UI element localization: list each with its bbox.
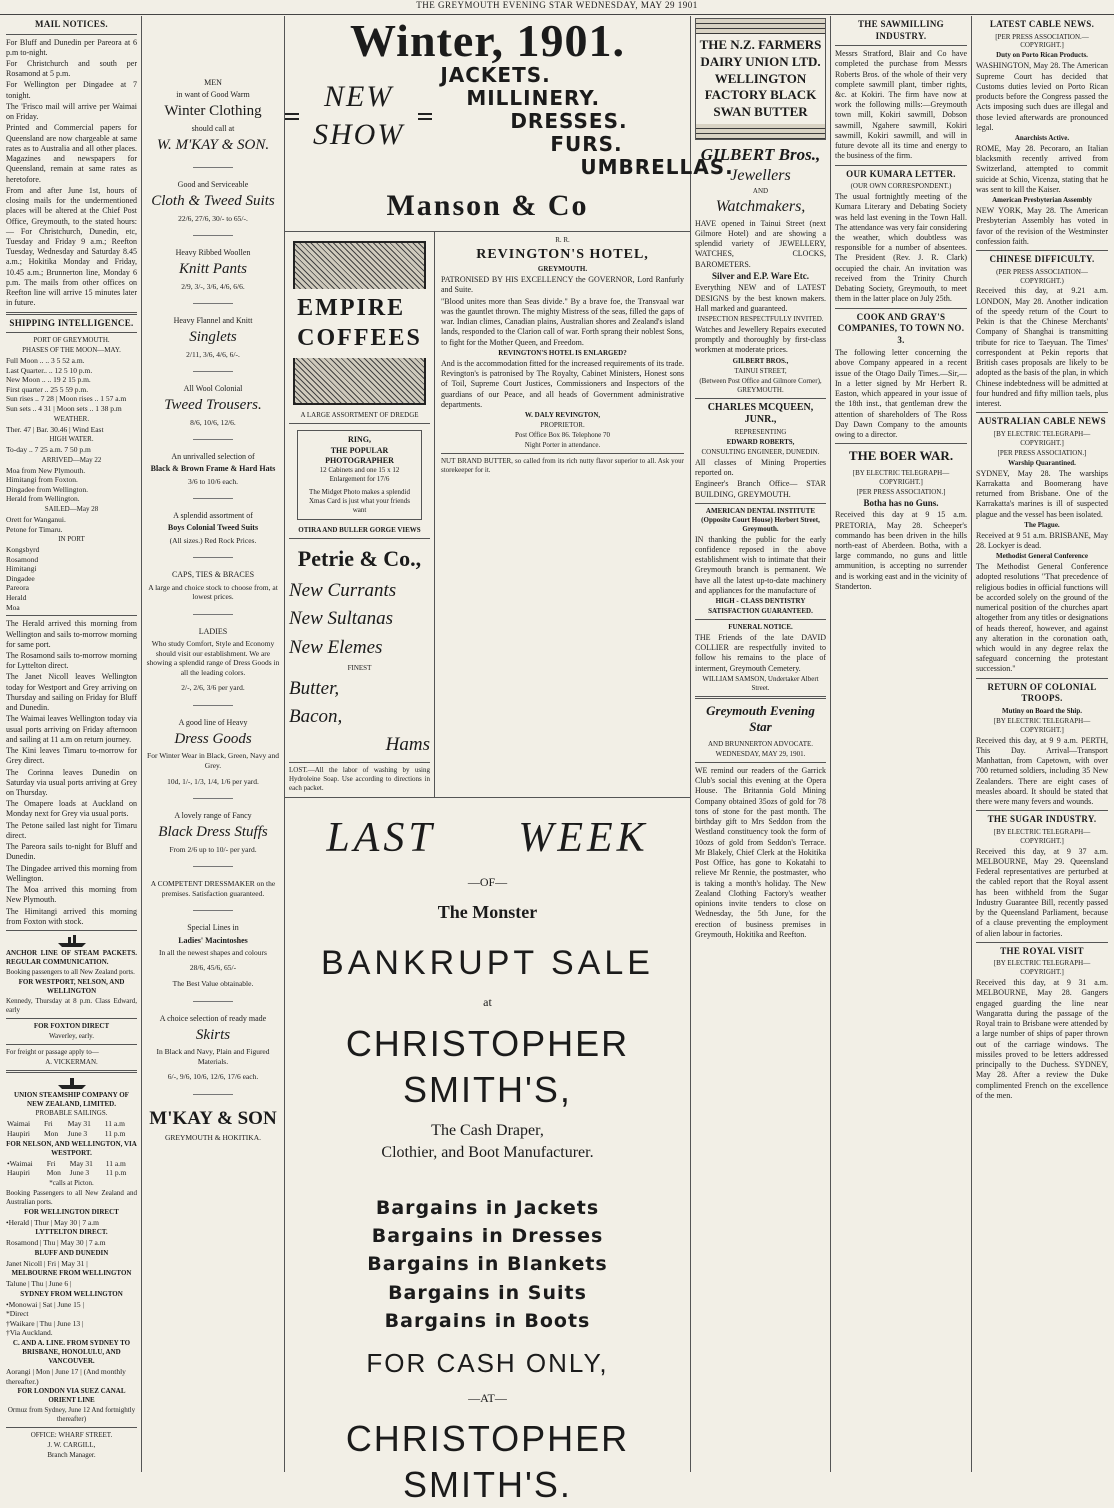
cook-gray-text: The following letter concerning the above Company appeared in a recent issue of the Otago Daily Times.—Sir,—In a letter signed by Mr Herbert R. Easton, which appeared in your issue of the 18th inst., that gentleman drew the attention of shareholders of The Ross Day Dawn Company to the amounts owing to a director. bbox=[835, 348, 967, 440]
branch-manager: Branch Manager. bbox=[47, 1450, 96, 1459]
foxton-text: Waverley, early. bbox=[49, 1031, 94, 1040]
mail-notices-heading: MAIL NOTICES. bbox=[35, 19, 108, 29]
chinese-heading: CHINESE DIFFICULTY. bbox=[989, 254, 1095, 265]
tainui-street: TAINUI STREET, bbox=[734, 366, 787, 375]
equals-ornament bbox=[285, 113, 299, 120]
duty-text: WASHINGTON, May 28. The American Supreme Court has decided that Customs duties levied on Porto Rican products before the Congress passed the Acts imposing such dues are illegal and those levied afterwards are pronounced legal. bbox=[976, 61, 1108, 132]
skirts-price: 6/-, 9/6, 10/6, 12/6, 17/6 each. bbox=[167, 1072, 259, 1082]
boer-war-heading: THE BOER WAR. bbox=[848, 448, 954, 464]
black-dress-heading: Black Dress Stuffs bbox=[158, 824, 268, 841]
clothier-label: Clothier, and Boot Manufacturer. bbox=[381, 1144, 594, 1162]
arrival-item: Himitangi from Foxton. bbox=[6, 475, 78, 485]
column-cables bbox=[972, 16, 1112, 1472]
ladies-text: Who study Comfort, Style and Economy should visit our establishment. We are showing a splendid range of Dress Goods in all the leading colors. bbox=[146, 638, 280, 677]
last-word: LAST bbox=[326, 814, 436, 861]
westport-text: Kennedy, Thursday at 8 p.m. Class Edward, early bbox=[6, 996, 137, 1014]
port-ship: Rosamond bbox=[6, 554, 39, 564]
cloth-price: 22/6, 27/6, 30/- to 65/-. bbox=[178, 213, 248, 223]
photographer-box bbox=[297, 430, 422, 519]
ship-icon bbox=[6, 1076, 137, 1090]
table-row: •Waimai Fri May 31 11 a.m bbox=[7, 1158, 126, 1168]
port-ship: Pareora bbox=[6, 583, 29, 593]
silver-heading: Silver and E.P. Ware Etc. bbox=[712, 270, 809, 281]
hotel-name: REVINGTON'S HOTEL, bbox=[476, 247, 649, 263]
knitt-price: 2/9, 3/-, 3/6, 4/6, 6/6. bbox=[181, 281, 245, 291]
show-item: JACKETS. bbox=[440, 63, 551, 87]
anchor-line-text: Booking passengers to all New Zealand ports. bbox=[6, 967, 135, 976]
everything-text: Everything NEW and of LATEST DESIGNS by the best known makers. Hall marked and guaranteed. bbox=[695, 283, 826, 313]
product-item: Hams bbox=[385, 734, 430, 756]
shipping-news: The Corinna leaves Dunedin on Saturday via usual ports arriving at Grey on Thursday. bbox=[6, 767, 137, 798]
dress-goods-heading: Dress Goods bbox=[174, 731, 252, 748]
page-header: THE GREYMOUTH EVENING STAR WEDNESDAY, MAY 29 1901 bbox=[0, 0, 1114, 15]
sugar-sub: [BY ELECTRIC TELEGRAPH—COPYRIGHT.] bbox=[993, 827, 1091, 845]
shipping-news: The Dingadee arrived this morning from Wellington. bbox=[6, 863, 137, 883]
classes-text: All classes of Mining Properties reported on. bbox=[695, 457, 826, 478]
gilbert-heading: GILBERT Bros., bbox=[700, 145, 821, 164]
bargain-line: Bargains in Suits bbox=[388, 1281, 587, 1304]
at-label-2: —AT— bbox=[468, 1390, 507, 1405]
frame-price: 3/6 to 10/6 each. bbox=[188, 476, 238, 486]
cargill-name: J. W. CARGILL, bbox=[47, 1440, 96, 1449]
at-label: at bbox=[483, 995, 492, 1010]
ladies-heading: LADIES bbox=[198, 626, 228, 636]
plague-text: Received at 9 51 a.m. BRISBANE, May 28. Lockyer is dead. bbox=[976, 530, 1108, 550]
vickerman-name: A. VICKERMAN. bbox=[45, 1057, 98, 1066]
manson-heading: Manson & Co bbox=[386, 189, 589, 222]
sydney-heading: SYDNEY FROM WELLINGTON bbox=[20, 1289, 123, 1298]
product-item: New Sultanas bbox=[289, 608, 393, 630]
mail-para: For Wellington per Dingadee at 7 tonight. bbox=[6, 80, 137, 100]
editorial-body: WE remind our readers of the Garrick Club's social this evening at the Opera House. The Britannia Gold Mining Company obtained 35ozs of gold for 78 tons of stone for the past month. The birthday gift to Mrs Seddon from the Westland constituency took the form of 10ozs of gold from Seddon's Terrace. Mr Blakely, Chief Clerk at the Hokitika Post Office, has gone to Kokatahi to relieve Mr Rennie, the postmaster, who is taking a month's holiday. The New Zealand Clothing Factory's weather opinions invite tenders to close on Wednesday, the 5th June, for the erection of business premises in Greymouth, Hokitika and Reefton. bbox=[695, 766, 826, 939]
royal-sub: [BY ELECTRIC TELEGRAPH—COPYRIGHT.] bbox=[993, 959, 1091, 977]
shipping-news: The Himitangi arrived this morning from Foxton with stock. bbox=[6, 906, 137, 926]
table-row: Haupiri Mon June 3 11 p.m bbox=[7, 1168, 127, 1178]
in-port-heading: IN PORT bbox=[58, 535, 85, 544]
arrival-item: Herald from Wellington. bbox=[6, 494, 80, 504]
masthead-date: WEDNESDAY, MAY 29, 1901. bbox=[715, 750, 806, 759]
petrie-heading: Petrie & Co., bbox=[297, 545, 422, 571]
mckay-location: GREYMOUTH & HOKITIKA. bbox=[164, 1133, 262, 1143]
port-ship: Herald bbox=[6, 593, 27, 603]
shipping-news: The Kini leaves Timaru to-morrow for Grey direct. bbox=[6, 746, 137, 766]
warship-text: SYDNEY, May 28. The warships Karrakatta and Boomerang have returned from Brisbane. One of the Karrakatta's marines is ill of suspected plague and the vessel has been isolated. bbox=[976, 468, 1108, 519]
high-class-heading: HIGH - CLASS DENTISTRY bbox=[715, 597, 806, 606]
empire-label: EMPIRE COFFEES bbox=[291, 289, 428, 358]
methodist-heading: Methodist General Conference bbox=[995, 552, 1088, 561]
skirts-text: In Black and Navy, Plain and Figured Materials. bbox=[156, 1046, 270, 1066]
funeral-heading: FUNERAL NOTICE. bbox=[728, 623, 793, 632]
new-show-block bbox=[285, 63, 734, 179]
moon-line: Last Quarter.. .. 12 5 10 p.m. bbox=[6, 365, 93, 375]
lovely-label: A lovely range of Fancy bbox=[174, 811, 252, 821]
port-ship: Dingadee bbox=[6, 573, 35, 583]
table-row: Haupiri Mon June 3 11 p.m bbox=[7, 1129, 126, 1138]
roberts-name: EDWARD ROBERTS, bbox=[726, 438, 795, 447]
mail-para: For Bluff and Dunedin per Pareora at 6 p.m to-night. bbox=[6, 37, 137, 57]
london-text: Ormuz from Sydney, June 12 And fortnightly thereafter) bbox=[7, 1406, 136, 1423]
column-news bbox=[831, 16, 972, 1472]
shipping-news: The Omapere loads at Auckland on Monday next for Grey via usual ports. bbox=[6, 799, 137, 819]
product-item: New Elemes bbox=[289, 636, 383, 658]
middle-adverts bbox=[285, 231, 690, 797]
weather-line: Ther. 47 | Bar. 30.46 | Wind East bbox=[6, 424, 104, 434]
phases-heading: PHASES OF THE MOON—MAY. bbox=[22, 346, 121, 355]
singlets-heading: Singlets bbox=[189, 329, 237, 346]
ring-heading: RING, bbox=[348, 435, 371, 445]
po-box: Post Office Box 86. Telephone 70 bbox=[515, 430, 610, 439]
sawmill-heading: THE SAWMILLING INDUSTRY. bbox=[858, 19, 944, 41]
anarchists-text: ROME, May 28. Pecoraro, an Italian blacksmith recently arrived from Switzerland, attempted to commit suicide at Schio, Vicenza, stating that he was sent to kill the Kaiser. bbox=[976, 143, 1108, 194]
shipping-news: The Waimai leaves Wellington today via usual ports arriving on Friday afternoon and sailing at 11 a.m on return journey. bbox=[6, 714, 137, 744]
heavy-label: Heavy Ribbed Woollen bbox=[175, 248, 251, 258]
shipping-news: The Herald arrived this morning from Wellington and sails to-morrow morning for same port. bbox=[6, 619, 137, 649]
masthead-title: Greymouth Evening Star bbox=[706, 702, 815, 735]
splendid-label: A splendid assortment of bbox=[173, 511, 253, 521]
satisfaction-heading: SATISFACTION GUARANTEED. bbox=[708, 607, 813, 616]
flannel-label: Heavy Flannel and Knitt bbox=[173, 316, 253, 326]
cash-only-heading: FOR CASH ONLY, bbox=[366, 1348, 609, 1379]
table-row: •Herald | Thur | May 30 | 7 a.m bbox=[6, 1217, 100, 1227]
cable-sub: [PER PRESS ASSOCIATION.—COPYRIGHT.] bbox=[995, 32, 1089, 50]
proprietor-label: PROPRIETOR. bbox=[540, 420, 585, 429]
gilbert-text: HAVE opened in Tainui Street (next Gilmore Hotel) and are showing a splendid variety of JEWELLERY, WATCHES, CLOCKS, BAROMETERS. bbox=[695, 218, 826, 269]
sun-line: Sun rises .. 7 28 | Moon rises .. 1 57 a.m Sun sets .. 4 31 | Moon sets .. 1 38 p.m bbox=[6, 394, 127, 413]
methodist-text: The Methodist General Conference adopted resolutions "That precedence of religious bodies in official functions will be accorded solely on the ground of the numerical position of the churches apart altogether from any titles or designations of heads thereof, however, and against any alteration in the coronation oath, which would in any degree relax the safeguard concerning the protestant succession." bbox=[976, 562, 1108, 674]
views-text: OTIRA AND BULLER GORGE VIEWS bbox=[298, 525, 421, 534]
of-label: —OF— bbox=[467, 875, 508, 890]
chinese-sub: (PER PRESS ASSOCIATION—COPYRIGHT.) bbox=[996, 267, 1088, 285]
australian-cable-heading: AUSTRALIAN CABLE NEWS bbox=[978, 416, 1106, 427]
return-troops-heading: RETURN OF COLONIAL TROOPS. bbox=[987, 681, 1097, 704]
winter-heading: Winter, 1901. bbox=[350, 15, 625, 66]
week-word: WEEK bbox=[518, 814, 649, 861]
want-label: in want of Good Warm bbox=[176, 90, 250, 100]
mckay-footer-name: M'KAY & SON bbox=[149, 1107, 277, 1129]
logo-text: THE N.Z. FARMERS DAIRY UNION LTD. WELLINGTON FACTORY BLACK SWAN BUTTER bbox=[696, 34, 825, 123]
calls-note: *calls at Picton. bbox=[49, 1178, 94, 1187]
boer-sub2: [PER PRESS ASSOCIATION.] bbox=[856, 487, 946, 496]
column-adverts bbox=[285, 15, 734, 1505]
high-water-heading: HIGH WATER. bbox=[49, 435, 94, 444]
show-item: MILLINERY. bbox=[466, 86, 601, 110]
christopher-smith-footer: CHRISTOPHER SMITH'S. bbox=[345, 1417, 630, 1505]
mail-para: The 'Frisco mail will arrive per Waimai on Friday. bbox=[6, 101, 137, 122]
weather-heading: WEATHER. bbox=[53, 414, 90, 423]
sailed-heading: SAILED—May 28 bbox=[44, 505, 99, 514]
photographer-heading: THE POPULAR PHOTOGRAPHER bbox=[325, 445, 394, 465]
ladies-price: 2/-, 2/6, 3/6 per yard. bbox=[181, 683, 245, 693]
draper-label: The Cash Draper, bbox=[431, 1121, 544, 1139]
nelson-heading: FOR NELSON, AND WELLINGTON, VIA WESTPORT. bbox=[6, 1139, 137, 1157]
royal-visit-heading: THE ROYAL VISIT bbox=[1000, 945, 1084, 956]
aus-sub2: [PER PRESS ASSOCIATION.] bbox=[997, 448, 1087, 457]
mackintoshes-heading: Ladies' Macintoshes bbox=[178, 935, 248, 945]
mutiny-text: Received this day, at 9 9 a.m. PERTH, This Day. Arrival—Transport Manhattan, from Capetown, with over 700 returned soldiers, including 35 New Zealanders. There are eight cases of measles aboard. It should be stated that there were many fevers and wounds. bbox=[976, 735, 1108, 807]
enlarged-heading: REVINGTON'S HOTEL IS ENLARGED? bbox=[498, 348, 627, 357]
call-label: should call at bbox=[191, 123, 235, 133]
equals-ornament bbox=[418, 113, 432, 120]
table-row: Rosamond | Thu | May 30 | 7 a.m bbox=[6, 1238, 106, 1248]
men-label: MEN bbox=[204, 78, 222, 87]
mutiny-sub: [BY ELECTRIC TELEGRAPH—COPYRIGHT.] bbox=[993, 716, 1091, 734]
frame-hats-heading: Black & Brown Frame & Hard Hats bbox=[150, 464, 276, 474]
tweed-price: 8/6, 10/6, 12/6. bbox=[190, 417, 236, 427]
shipping-heading: SHIPPING INTELLIGENCE. bbox=[9, 317, 134, 328]
advocate-label: AND BRUNNERTON ADVOCATE. bbox=[707, 740, 814, 749]
show-item: UMBRELLAS. bbox=[580, 155, 734, 179]
show-item: FURS. bbox=[550, 132, 623, 156]
finest-label: FINEST bbox=[347, 663, 372, 672]
mckay-name: W. M'KAY & SON. bbox=[156, 136, 270, 153]
high-water-line: To-day .. 7 25 a.m. 7 50 p.m bbox=[6, 445, 91, 455]
anarchists-heading: Anarchists Active. bbox=[1014, 134, 1070, 143]
nut-butter-notice: NUT BRAND BUTTER, so called from its rich nutty flavor superior to all. Ask your storekeeper for it. bbox=[441, 456, 684, 474]
good-label: Good and Serviceable bbox=[177, 180, 249, 190]
arrival-item: Dingadee from Wellington. bbox=[6, 484, 88, 494]
port-ship: Kongsbyrd bbox=[6, 545, 40, 555]
royal-text: Received this day, at 9 31 a.m. MELBOURNE, May 28. Gangers engaged guarding the line near Wangaratta during the passage of the Royal train to Brisbane were attended by a large number of ships of paper thrown out of the carriage windows. The missiles proved to be letters addressed principally to the Duchess. SYDNEY, May 28. After a review the Duke complimented French on the excellence of the men. bbox=[976, 978, 1108, 1100]
freight-text: For freight or passage apply to— bbox=[6, 1047, 99, 1056]
port-ship: Himitangi bbox=[6, 564, 37, 574]
gilbert-bros-name: GILBERT BROS., bbox=[732, 356, 789, 365]
boer-text: Received this day at 9 15 a.m. PRETORIA, May 28. Scheeper's commando has been driven in the hills north-east of Aberdeen. Botha, with a large commando, no guns and little ammunition, is accepting no surrender and is working east and in the vicinity of Standerton. bbox=[835, 510, 967, 591]
sailing-item: Orett for Wanganui. bbox=[6, 514, 66, 524]
kumara-heading: OUR KUMARA LETTER. bbox=[846, 168, 956, 179]
mack-text: In all the newest shapes and colours bbox=[159, 947, 267, 957]
shipping-news: The Pareora sails to-night for Bluff and Dunedin. bbox=[6, 842, 137, 862]
hotel-sub: R. R. bbox=[555, 236, 570, 245]
unrivalled-label: An unrivalled selection of bbox=[171, 452, 255, 462]
sugar-heading: THE SUGAR INDUSTRY. bbox=[987, 814, 1097, 825]
mcqueen-heading: CHARLES MCQUEEN, JUNR., bbox=[707, 401, 814, 426]
latest-cable-heading: LATEST CABLE NEWS. bbox=[989, 19, 1095, 29]
special-label: Special Lines in bbox=[187, 923, 239, 933]
dressmaker-text: A COMPETENT DRESSMAKER on the premises. Satisfaction guaranteed. bbox=[150, 879, 276, 898]
lost-notice: LOST.—All the labor of washing by using Hydroleine Soap. Use according to directions in each packet. bbox=[289, 765, 430, 792]
table-row: Janet Nicoll | Fri | May 31 | bbox=[6, 1258, 88, 1268]
botha-heading: Botha has no Guns. bbox=[863, 497, 939, 508]
product-item: Bacon, bbox=[289, 706, 343, 728]
shipping-news: The Janet Nicoll leaves Wellington today for Westport and Grey arriving on Thursday and sailing on Friday for Bluff and Dunedin. bbox=[6, 672, 137, 713]
dental-heading: AMERICAN DENTAL INSTITUTE (Opposite Court House) Herbert Street, Greymouth. bbox=[701, 506, 820, 533]
office-address: OFFICE: WHARF STREET. bbox=[30, 1430, 113, 1439]
westport-heading: FOR WESTPORT, NELSON, AND WELLINGTON bbox=[18, 977, 125, 995]
tweed-trousers-heading: Tweed Trousers. bbox=[164, 397, 262, 414]
knitt-pants-heading: Knitt Pants bbox=[179, 261, 247, 278]
duty-heading: Duty on Porto Rican Products. bbox=[996, 51, 1088, 60]
port-ship: Moa bbox=[6, 602, 20, 612]
bargain-line: Bargains in Boots bbox=[384, 1309, 591, 1332]
sailing-item: Petone for Timaru. bbox=[6, 524, 63, 534]
column-shipping bbox=[2, 16, 142, 1472]
chinese-text: Received this day, at 9.21 a.m. LONDON, May 28. Another indication of the speedy return of the Court to Pekin is that the Chinese Merchants' Company of Shanghai is transmitting tribute for rice to Taeyuan. The Times' correspondent at Pekin reports that British cases proposals are likely to be adopted as the basis of the plan, in which Chinese indebtedness will be admitted at four hundred and fifty million taels, plus interest. bbox=[976, 286, 1108, 409]
cand-heading: C. AND A. LINE. FROM SYDNEY TO BRISBANE, HONOLULU, AND VANCOUVER. bbox=[12, 1339, 131, 1365]
watches-text: Watches and Jewellery Repairs executed promptly and thoroughly by first-class workmen at moderate prices. bbox=[695, 324, 826, 355]
black-price: From 2/6 up to 10/- per yard. bbox=[169, 844, 257, 854]
choice-label: A choice selection of ready made bbox=[159, 1013, 267, 1023]
caps-heading: CAPS, TIES & BRACES bbox=[171, 570, 255, 580]
consulting-label: CONSULTING ENGINEER, DUNEDIN. bbox=[701, 448, 820, 456]
sailing-table bbox=[6, 1159, 137, 1178]
ring-text2: The Midget Photo makes a splendid Xmas Card is just what your friends want bbox=[308, 487, 411, 514]
sailing-table bbox=[6, 1119, 137, 1138]
singlets-price: 2/11, 3/6, 4/6, 6/-. bbox=[186, 349, 240, 359]
undertaker-name: WILLIAM SAMSON, Undertaker Albert Street. bbox=[702, 674, 819, 692]
probable-heading: PROBABLE SAILINGS. bbox=[35, 1109, 108, 1118]
enlarged-text: And is the accommodation fitted for the increased requirements of its trade. Revington's is patronised by The Royalty, Cabinet Ministers, Honest sons of Toil, Supreme Court Justices, Commissioners and Inspectors of the guardians of our Peace, and all heads of Government administrative departments. bbox=[441, 358, 684, 409]
boys-suits-heading: Boys Colonial Tweed Suits bbox=[167, 523, 259, 533]
christopher-smith-heading: CHRISTOPHER SMITH'S, bbox=[345, 1022, 630, 1110]
bluff-heading: BLUFF AND DUNEDIN bbox=[34, 1248, 109, 1257]
shipping-news: The Petone sailed last night for Timaru direct. bbox=[6, 820, 137, 840]
best-value: The Best Value obtainable. bbox=[172, 978, 254, 988]
between-text: (Between Post Office and Gilmore Corner), GREYMOUTH. bbox=[699, 376, 822, 394]
london-heading: FOR LONDON VIA SUEZ CANAL ORIENT LINE bbox=[17, 1387, 126, 1405]
boys-price: (All sizes.) Red Rock Prices. bbox=[169, 535, 257, 545]
hotel-quote: "Blood unites more than Seas divide." By a brave foe, the Transvaal war was the gauntlet thrown. The mighty Mistress of the seas, filled the gaps of war. Indian climes, Canadian plains, Australian shores and Zealand's island lands, responded to the Clarion call of war. Forth sprang their noblest Sons, to fight for the Mother Queen, and Freedom. bbox=[441, 296, 684, 347]
mack-price: 28/6, 45/6, 65/- bbox=[189, 963, 237, 973]
table-row: •Monowai | Sat | June 15 | bbox=[6, 1299, 84, 1309]
hotel-patronised: PATRONISED BY HIS EXCELLENCY the GOVERNOR, Lord Ranfurly and Suite. bbox=[441, 275, 684, 295]
moon-line: Full Moon .. .. 3 5 52 a.m. bbox=[6, 356, 85, 366]
night-porter: Night Porter in attendance. bbox=[524, 440, 601, 449]
product-item: Butter, bbox=[289, 677, 340, 699]
winter-clothing-heading: Winter Clothing bbox=[164, 103, 262, 120]
cloth-suits-heading: Cloth & Tweed Suits bbox=[151, 193, 275, 210]
bargain-line: Bargains in Dresses bbox=[371, 1225, 604, 1248]
black-swan-butter-logo bbox=[695, 18, 826, 140]
anchor-line-heading: ANCHOR LINE OF STEAM PACKETS. REGULAR COMMUNICATION. bbox=[6, 949, 137, 967]
arrived-heading: ARRIVED—May 22 bbox=[41, 455, 102, 464]
wool-label: All Wool Colonial bbox=[183, 384, 243, 394]
presbyterian-text: NEW YORK, May 28. The American Presbyterian Assembly has voted in favor of the revision of the Westminster confession faith. bbox=[976, 206, 1108, 246]
ring-text: 12 Cabinets and one 15 x 12 Enlargement for 17/6 bbox=[319, 466, 400, 483]
monster-heading: The Monster bbox=[437, 901, 538, 922]
booking-text: Booking Passengers to all New Zealand and Australian ports. bbox=[6, 1188, 137, 1206]
table-row: †Waikare | Thu | June 13 | bbox=[6, 1318, 84, 1328]
melbourne-heading: MELBOURNE FROM WELLINGTON bbox=[11, 1269, 132, 1278]
moon-line: New Moon .. .. 19 2 15 p.m. bbox=[6, 375, 91, 385]
dental-text: IN thanking the public for the early confidence reposed in the above establishment wish to intimate that their Greymouth branch is permanent. We have all the latest up-to-date machinery and appliances for the manufacture of bbox=[695, 534, 826, 595]
arrival-item: Moa from New Plymouth. bbox=[6, 465, 86, 475]
table-row: †Via Auckland. bbox=[6, 1328, 53, 1338]
column-mckay-advert bbox=[142, 16, 285, 1472]
column-gilbert bbox=[691, 16, 831, 1472]
lyttelton-heading: LYTTELTON DIRECT. bbox=[35, 1228, 108, 1237]
show-item: DRESSES. bbox=[510, 109, 628, 133]
warship-heading: Warship Quarantined. bbox=[1008, 458, 1076, 467]
and-label: AND bbox=[752, 187, 769, 196]
funeral-text: THE Friends of the late DAVID COLLIER are respectfully invited to follow his remains to the place of interment, Greymouth Cemetery. bbox=[695, 633, 826, 673]
dress-text: For Winter Wear in Black, Green, Navy and Grey. bbox=[147, 751, 279, 770]
mail-para: For Christchurch and south per Rosamond at 5 p.m. bbox=[6, 58, 137, 79]
bargain-line: Bargains in Blankets bbox=[367, 1253, 608, 1276]
sawmill-text: Messrs Stratford, Blair and Co have completed the purchase from Messrs Roberts Bros. of the whole of their very complete sawmill plant, timber rights, &c. at Kokiri. The firm have now at work the following mills:—Greymouth town mill, Kokiri sawmill, Dobson sawmill, Ngahere sawmill, Kokiri sawmill, Kokiri sawmill, and will in future devote all its time and energy to the business of the firm. bbox=[835, 49, 967, 161]
jewellers-heading: Jewellers bbox=[730, 166, 791, 184]
aus-sub: [BY ELECTRIC TELEGRAPH—COPYRIGHT.] bbox=[993, 429, 1091, 447]
ship-icon bbox=[6, 934, 137, 948]
shipping-news: The Rosamond sails to-morrow morning for Lyttelton direct. bbox=[6, 650, 137, 671]
table-row: Aorangi | Mon | June 17 | (And monthly thereafter.) bbox=[6, 1366, 126, 1386]
bargain-line: Bargains in Jackets bbox=[375, 1196, 600, 1219]
kumara-text: The usual fortnightly meeting of the Kumara Literary and Debating Society was held last evening in the Town Hall. The attendance was very fair considering the weather, which doubtless was responsible for a number of absentees. The President (Rev. J. R. Clark) occupied the chair. An invitation was received from the Trinity Church Debating Society, Greymouth, to meet them in the latter place on July 25th. bbox=[835, 192, 967, 304]
good-line-label: A good line of Heavy bbox=[178, 717, 248, 727]
skirts-heading: Skirts bbox=[195, 1026, 231, 1043]
shipping-news: The Moa arrived this morning from New Plymouth. bbox=[6, 885, 137, 905]
union-heading: UNION STEAMSHIP COMPANY OF NEW ZEALAND, LIMITED. bbox=[14, 1090, 129, 1108]
dress-price: 10d, 1/-, 1/3, 1/4, 1/6 per yard. bbox=[167, 776, 259, 786]
cook-gray-heading: COOK AND GRAY'S COMPANIES, TO TOWN NO. 3. bbox=[837, 311, 965, 345]
presbyterian-heading: American Presbyterian Assembly bbox=[992, 196, 1092, 205]
mail-para: From and after June 1st, hours of closing mails for the undermentioned places will be altered at the Chief Post Office, Greymouth, to the stated hours:— For Christchurch, Dunedin, etc, Tuesday and Friday 9 a.m.; Reefton Tuesday, Wednesday and Saturday 8.45 a.m.; Hokitika Monday and Friday, 10.45 a.m.; Brunnerton line, Monday 6 p.m. The mails from other offices on Reefton line will arrive 15 minutes later in future. bbox=[6, 185, 137, 308]
port-heading: PORT OF GREYMOUTH. bbox=[33, 336, 110, 345]
representing-label: REPRESENTING bbox=[734, 428, 787, 437]
boer-sub: [BY ELECTRIC TELEGRAPH—COPYRIGHT.] bbox=[852, 468, 950, 486]
caps-text: A large and choice stock to choose from, at lowest prices. bbox=[148, 582, 278, 602]
new-show-heading: NEW SHOW bbox=[313, 80, 405, 152]
product-item: New Currants bbox=[289, 579, 397, 601]
table-row: *Direct bbox=[6, 1309, 29, 1319]
hotel-location: GREYMOUTH. bbox=[537, 265, 588, 274]
assortment-text: A LARGE ASSORTMENT OF DREDGE bbox=[300, 411, 419, 420]
inspection-text: INSPECTION RESPECTFULLY INVITED. bbox=[697, 315, 824, 324]
mail-para: Printed and Commercial papers for Queensland are now chargeable at same rates as to Australia and all other places. Magazines and newspapers for Queensland, remain at same rates as heretofore. bbox=[6, 123, 137, 184]
office-text: Engineer's Branch Office— STAR BUILDING, GREYMOUTH. bbox=[695, 479, 826, 499]
daly-name: W. DALY REVINGTON, bbox=[524, 410, 601, 419]
table-row: Talune | Thu | June 6 | bbox=[6, 1279, 72, 1289]
watchmakers-heading: Watchmakers, bbox=[715, 198, 806, 216]
moon-line: First quarter .. 25 5 59 p.m. bbox=[6, 384, 89, 394]
last-week-heading bbox=[285, 812, 690, 866]
mutiny-heading: Mutiny on Board the Ship. bbox=[1002, 706, 1082, 715]
empire-coffee-image bbox=[293, 241, 426, 405]
plague-heading: The Plague. bbox=[1024, 520, 1060, 529]
wellington-direct-heading: FOR WELLINGTON DIRECT bbox=[24, 1207, 119, 1216]
foxton-heading: FOR FOXTON DIRECT bbox=[33, 1021, 110, 1030]
table-row: Waimai Fri May 31 11 a.m bbox=[7, 1119, 125, 1129]
sugar-text: Received this day, at 9 37 a.m. MELBOURNE, May 29. Queensland Federal representatives are perturbed at the cabled report that the Royal assent has been withheld from the Sugar Industry Guarantee Bill, recently passed by the Queensland Parliament, because of a clause preventing the employment of alien labour in factories. bbox=[976, 846, 1108, 938]
bankrupt-sale-heading: BANKRUPT SALE bbox=[321, 943, 654, 982]
kumara-sub: (OUR OWN CORRESPONDENT.) bbox=[850, 182, 952, 191]
